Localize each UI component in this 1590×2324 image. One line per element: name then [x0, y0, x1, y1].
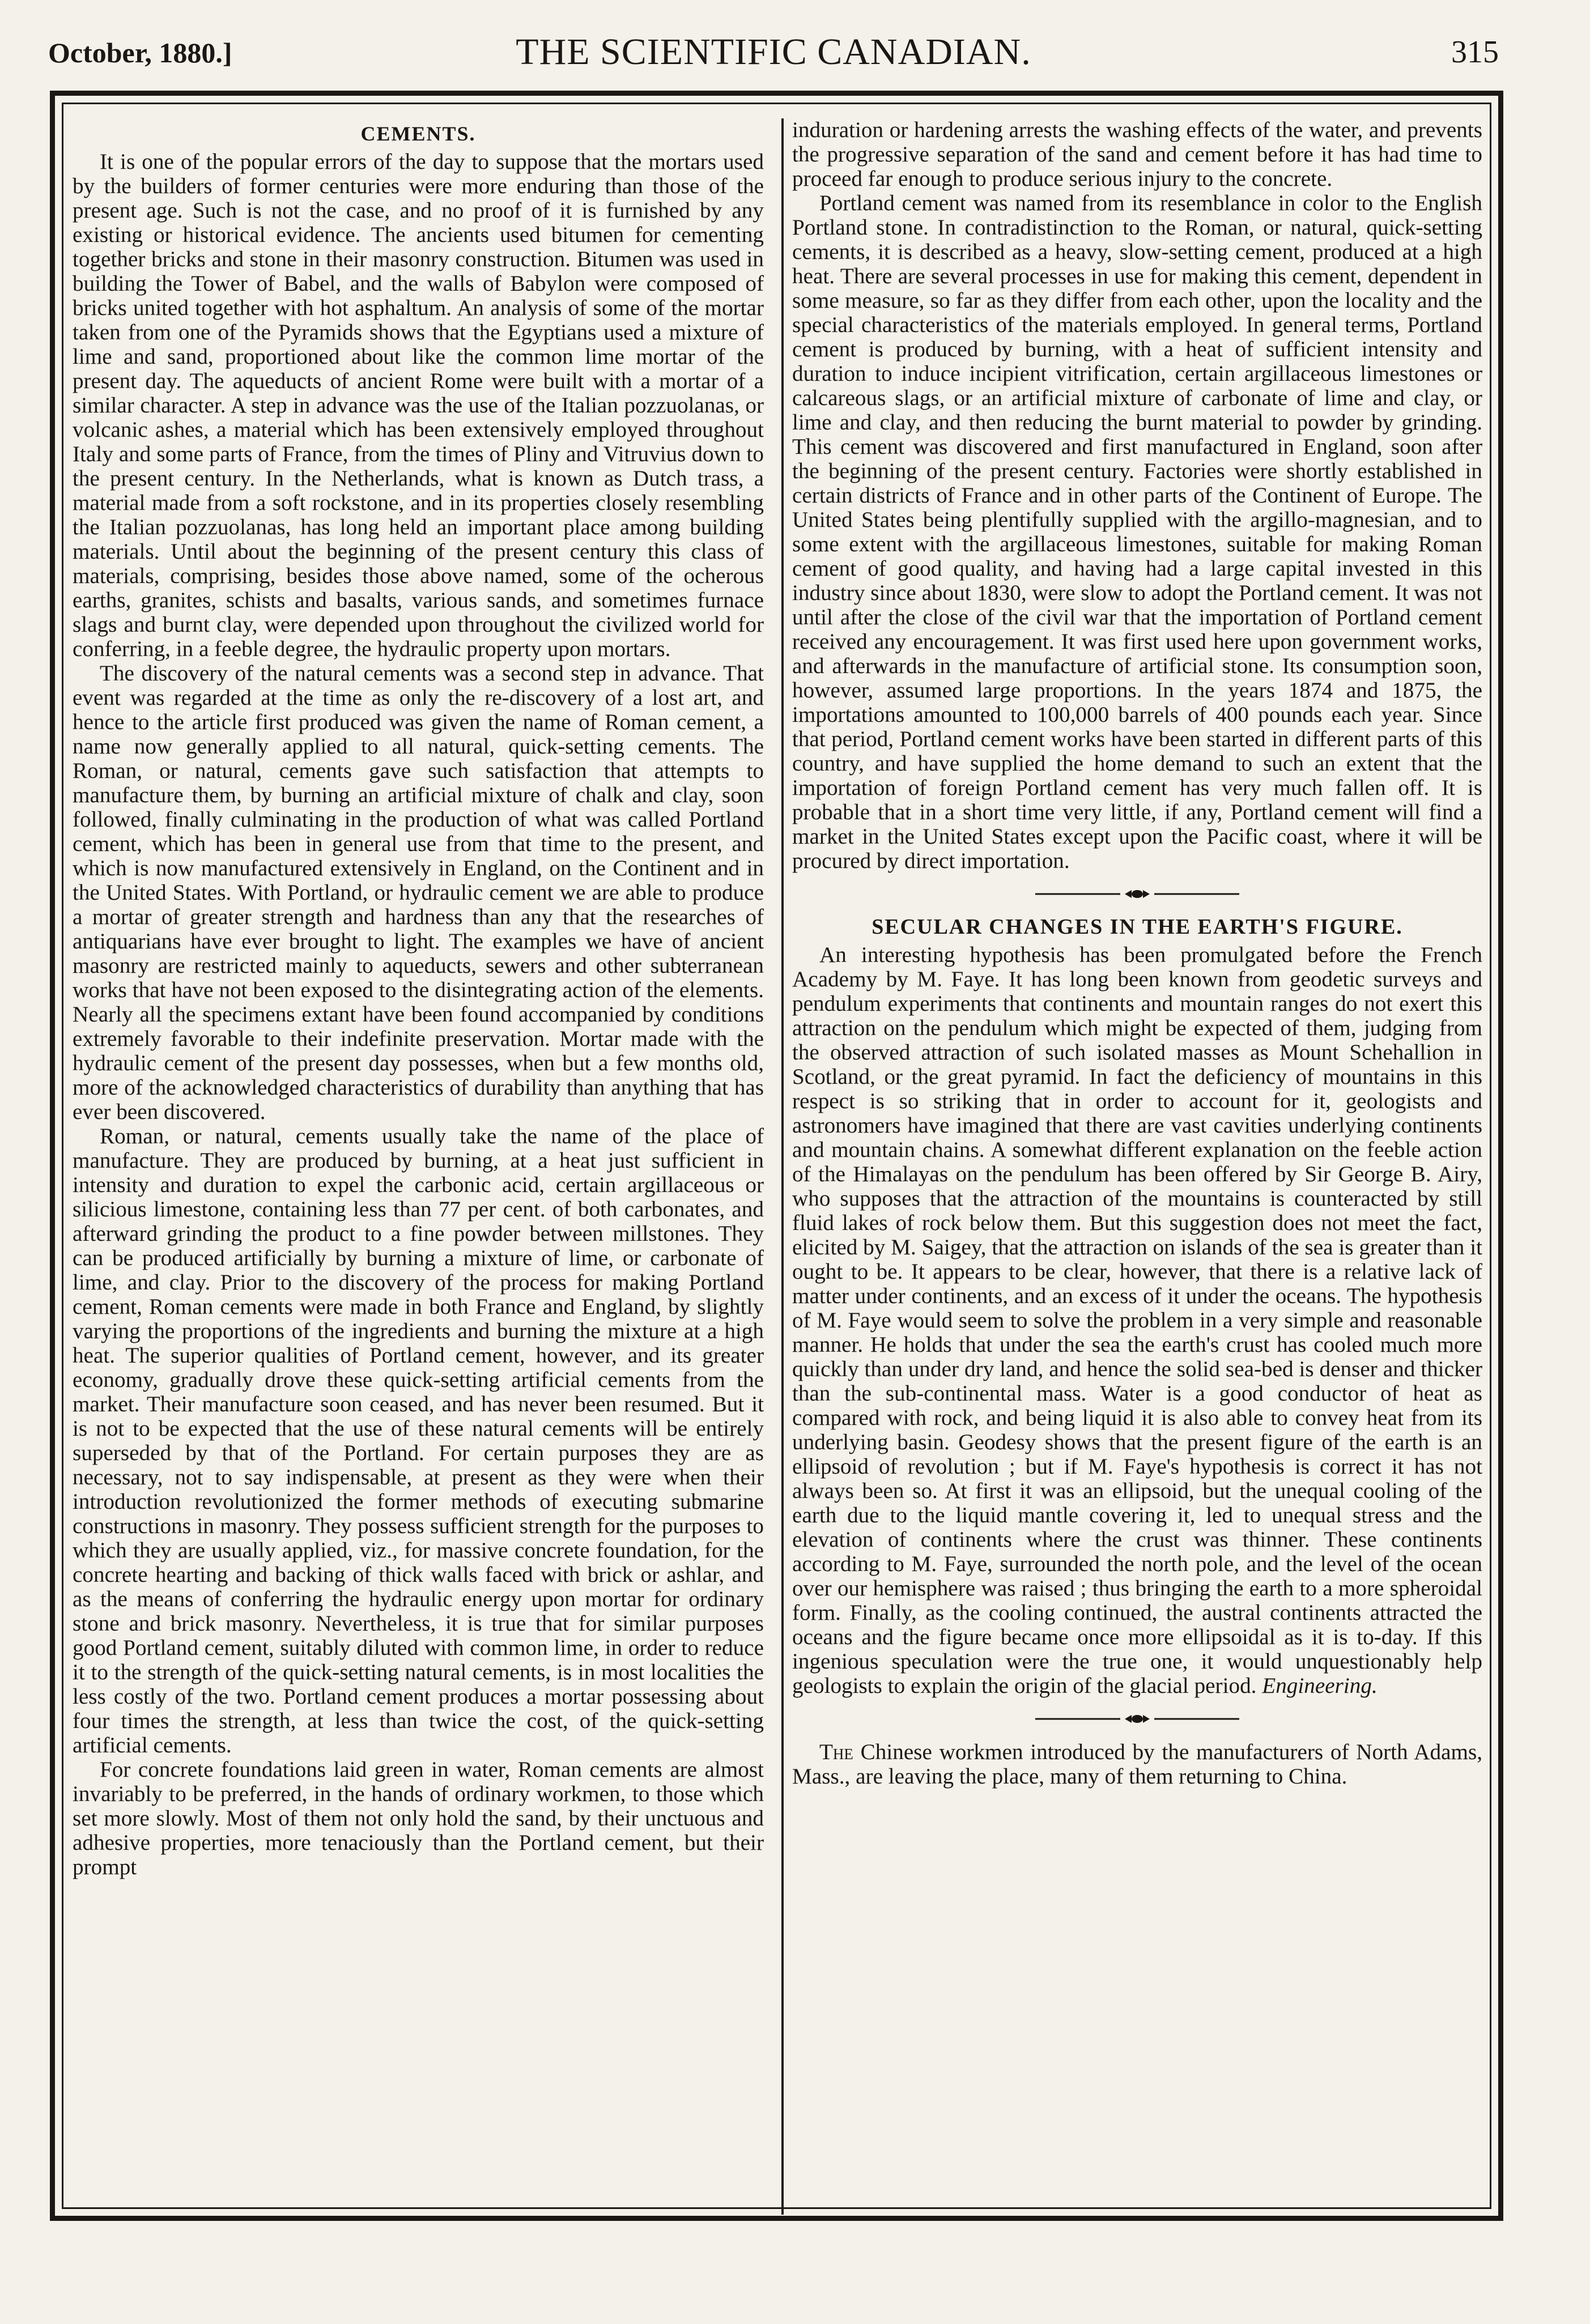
cements-paragraph-2: The discovery of the natural cements was a second step in advance. That event was regarded at the time as only the re-discovery of a lost art, and hence to the article first produced was given the name of Roman cement, a name now generally applied to all natural, quick-setting cements. The Roman, or natural, cements gave such satisfaction that attempts to manufacture them, by burning an artificial mixture of chalk and clay, soon followed, finally culminating in the production of what was called Portland cement, which has been in general use from that time to the present, and which is now manufactured extensively in England, on the Continent and in the United States. With Portland, or hydraulic cement we are able to produce a mortar of greater strength and hardness than any that the researches of antiquarians have ever brought to light. The examples we have of ancient masonry are restricted mainly to aqueducts, sewers and other subterranean works that have not been exposed to the disintegrating action of the elements. Nearly all the specimens extant have been found accompanied by conditions extremely favorable to their indefinite preservation. Mortar made with the hydraulic cement of the present day possesses, when but a few months old, more of the acknowledged characteristics of durability than anything that has ever been discovered. — [73, 661, 764, 1124]
issue-date: October, 1880.] — [48, 37, 232, 69]
chinese-workmen-note — [792, 1740, 1482, 1789]
section-separator-ornament — [1035, 1710, 1239, 1727]
secular-changes-paragraph — [792, 943, 1482, 1698]
page-number: 315 — [1451, 35, 1499, 70]
secular-changes-heading: SECULAR CHANGES IN THE EARTH'S FIGURE. — [871, 915, 1403, 939]
portland-cement-paragraph: Portland cement was named from its resemblance in color to the English Portland stone. In contradistinction to the Roman, or natural, quick-setting cements, it is described as a heavy, slow-setting cement, produced at a high heat. There are several processes in use for making this cement, dependent in some measure, so far as they differ from each other, upon the locality and the special characteristics of the materials employed. In general terms, Portland cement is produced by burning, with a heat of sufficient intensity and duration to induce incipient vitrification, certain argillaceous limestones or calcareous slags, or an artificial mixture of carbonate of lime and clay, or lime and clay, and then reducing the burnt material to powder by grinding. This cement was discovered and first manufactured in England, soon after the beginning of the present century. Factories were shortly established in certain districts of France and in other parts of the Continent of Europe. The United States being plentifully supplied with the argillo-magnesian, and to some extent with the argillaceous limestones, suitable for making Roman cement of good quality, and having had a large capital invested in this industry since about 1830, were slow to adopt the Portland cement. It was not until after the close of the civil war that the importation of Portland cement received any encouragement. It was first used here upon government works, and afterwards in the manufacture of artificial stone. Its consumption soon, however, assumed large proportions. In the years 1874 and 1875, the importations amounted to 100,000 barrels of 400 pounds each year. Since that period, Portland cement works have been started in different parts of this country, and have supplied the home demand to such an extent that the importation of foreign Portland cement has very much fallen off. It is probable that in a short time very little, if any, Portland cement will find a market in the United States except upon the Pacific coast, where it will be procured by direct importation. — [792, 191, 1482, 873]
cements-paragraph-1: It is one of the popular errors of the day to suppose that the mortars used by the builders of former centuries were more enduring than those of the present age. Such is not the case, and no proof of it is furnished by any existing or historical evidence. The ancients used bitumen for cementing together bricks and stone in their masonry construction. Bitumen was used in building the Tower of Babel, and the walls of Babylon were composed of bricks united together with hot asphaltum. An analysis of some of the mortar taken from one of the Pyramids shows that the Egyptians used a mixture of lime and sand, proportioned about like the common lime mortar of the present day. The aqueducts of ancient Rome were built with a mortar of a similar character. A step in advance was the use of the Italian pozzuolanas, or volcanic ashes, a material which has been extensively employed throughout Italy and some parts of France, from the times of Pliny and Vitruvius down to the present century. In the Netherlands, what is known as Dutch trass, a material made from a soft rockstone, and in its properties closely resembling the Italian pozzuolanas, has long held an important place among building materials. Until about the beginning of the present century this class of materials, comprising, besides those above named, some of the ocherous earths, granites, schists and basalts, various sands, and sometimes furnace slags and burnt clay, were depended upon throughout the civilized world for conferring, in a feeble degree, the hydraulic property upon mortars. — [73, 150, 764, 661]
cements-continuation: induration or hardening arrests the washing effects of the water, and prevents the progressive separation of the sand and cement before it has had time to proceed far enough to produce serious injury to the concrete. — [792, 118, 1482, 191]
cements-paragraph-3: Roman, or natural, cements usually take the name of the place of manufacture. They are produced by burning, at a heat just sufficient in intensity and duration to expel the carbonic acid, certain argillaceous or silicious limestone, containing less than 77 per cent. of both carbonates, and afterward grinding the product to a fine powder between millstones. They can be produced artificially by burning a mixture of lime, or carbonate of lime, and clay. Prior to the discovery of the process for making Portland cement, Roman cements were made in both France and England, by slightly varying the proportions of the ingredients and burning the mixture at a high heat. The superior qualities of Portland cement, however, and its greater economy, gradually drove these quick-setting artificial cements from the market. Their manufacture soon ceased, and has never been resumed. But it is not to be expected that the use of these natural cements will be entirely superseded by that of the Portland. For certain purposes they are as necessary, not to say indispensable, at present as they were when their introduction revolutionized the former methods of executing submarine constructions in masonry. They possess sufficient strength for the purposes to which they are usually applied, viz., for massive concrete foundation, for the concrete hearting and backing of thick walls faced with brick or ashlar, and as the means of conferring the hydraulic energy upon mortar for ordinary stone and brick masonry. Nevertheless, it is true that for similar purposes good Portland cement, suitably diluted with common lime, in order to reduce it to the strength of the quick-setting natural cements, is in most localities the less costly of the two. Portland cement produces a mortar possessing about four times the strength, at less than twice the cost, of the quick-setting artificial cements. — [73, 1124, 764, 1757]
note-lead-word: The — [819, 1740, 853, 1764]
left-column — [73, 122, 764, 2218]
secular-changes-text: An interesting hypothesis has been promulgated before the French Academy by M. Faye. It has long been known from geodetic surveys and pendulum experiments that continents and mountain ranges do not exert this attraction on the pendulum which might be expected of them, judging from the observed attraction of such isolated masses as Mount Schehallion in Scotland, or the great pyramid. In fact the deficiency of mountains in this respect is so striking that in order to account for it, geologists and astronomers have imagined that there are vast cavities underlying continents and mountain chains. A somewhat different explanation on the feeble action of the Himalayas on the pendulum has been offered by Sir George B. Airy, who supposes that the attraction of the mountains is counteracted by still fluid lakes of rock below them. But this suggestion does not meet the fact, elicited by M. Saigey, that the attraction on islands of the sea is greater than it ought to be. It appears to be clear, however, that there is a relative lack of matter under continents, and an excess of it under the oceans. The hypothesis of M. Faye would seem to solve the problem in a very simple and reasonable manner. He holds that under the sea the earth's crust has cooled much more quickly than under dry land, and hence the solid sea-bed is denser and thicker than the sub-continental mass. Water is a good conductor of heat as compared with rock, and being liquid it is also able to convey heat from its underlying basin. Geodesy shows that the present figure of the earth is an ellipsoid of revolution ; but if M. Faye's hypothesis is correct it has not always been so. At first it was an ellipsoid, but the unequal cooling of the earth due to the liquid mantle covering it, led to unequal stress and the elevation of continents where the crust was thinner. These continents according to M. Faye, surrounded the north pole, and the level of the ocean over our hemisphere was raised ; thus bringing the earth to a more spheroidal form. Finally, as the cooling continued, the austral continents attracted the oceans and the figure became once more ellipsoidal as it is to-day. If this ingenious speculation were the true one, it would unquestionably help geologists to explain the origin of the glacial period. — [792, 943, 1482, 1698]
column-divider — [781, 118, 784, 2215]
publication-title: THE SCIENTIFIC CANADIAN. — [516, 31, 1031, 73]
cements-paragraph-4: For concrete foundations laid green in water, Roman cements are almost invariably to be preferred, in the hands of ordinary workmen, to those which set more slowly. Most of them not only hold the sand, by their unctuous and adhesive properties, more tenaciously than the Portland cement, but their prompt — [73, 1757, 764, 1879]
note-text: Chinese workmen introduced by the manufacturers of North Adams, Mass., are leaving the place, many of them returning to China. — [792, 1740, 1482, 1789]
section-separator-ornament — [1035, 886, 1239, 903]
right-column — [792, 118, 1482, 2214]
cements-heading: CEMENTS. — [360, 122, 476, 145]
page-header — [48, 24, 1499, 92]
article-credit: Engineering. — [1262, 1674, 1378, 1698]
